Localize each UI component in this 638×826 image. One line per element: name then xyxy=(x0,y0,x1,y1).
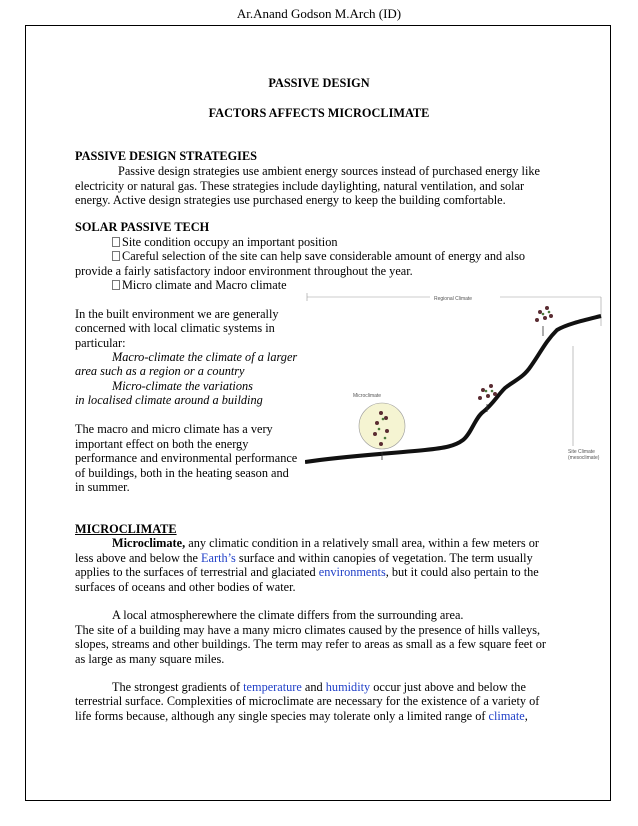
microclimate-p1-line-4: surfaces of oceans and other bodies of water. xyxy=(75,580,296,594)
strategies-line-2: electricity or natural gas. These strategies include daylighting, natural ventilation, and solar xyxy=(75,179,525,193)
built-env-line-1: In the built environment we are generally xyxy=(75,307,279,321)
effect-line-5: in summer. xyxy=(75,480,130,494)
solar-bullet-2-cont: provide a fairly satisfactory indoor environment throughout the year. xyxy=(75,264,413,278)
site-climate-label: Site Climate xyxy=(568,449,595,455)
environments-link[interactable]: environments xyxy=(318,565,386,579)
effect-line-1: The macro and micro climate has a very xyxy=(75,422,273,436)
microclimate-p2-line-3: slopes, streams and other buildings. The term may refer to areas as small as a few square feet or xyxy=(75,637,546,651)
microclimate-heading: MICROCLIMATE xyxy=(75,522,177,536)
solar-bullet-1: Site condition occupy an important position xyxy=(112,235,338,249)
solar-bullet-3: Micro climate and Macro climate xyxy=(112,278,287,292)
checkbox-glyph-icon xyxy=(112,251,120,261)
built-env-line-3: particular: xyxy=(75,336,126,350)
temperature-link[interactable]: temperature xyxy=(243,680,302,694)
microclimate-p1-line-3: applies to the surfaces of terrestrial and glaciated environments, but it could also pertain to the xyxy=(75,565,539,579)
strategies-line-3: energy. Active design strategies use purchased energy to keep the building comfortable. xyxy=(75,193,506,207)
microclimate-p3-line-1: The strongest gradients of temperature and humidity occur just above and below the xyxy=(112,680,526,694)
strategies-heading: PASSIVE DESIGN STRATEGIES xyxy=(75,149,258,163)
microclimate-p1-line-1: Microclimate, any climatic condition in a relatively small area, within a few meters or xyxy=(112,536,539,550)
built-env-line-2: concerned with local climatic systems in xyxy=(75,321,275,335)
microclimate-p1-line-2: less above and below the Earth’s surface and within canopies of vegetation. The term usually xyxy=(75,551,533,565)
microclimate-p2-line-1: A local atmospherewhere the climate differs from the surrounding area. xyxy=(112,608,464,622)
climate-diagram xyxy=(305,286,605,476)
page-title: PASSIVE DESIGN xyxy=(268,76,370,90)
macro-definition-2: area such as a region or a country xyxy=(75,364,245,378)
effect-line-3: performance and environmental performance xyxy=(75,451,298,465)
solar-heading: SOLAR PASSIVE TECH xyxy=(75,220,210,234)
earth-link[interactable]: Earth’s xyxy=(201,551,236,565)
micro-definition-2: in localised climate around a building xyxy=(75,393,263,407)
climate-link[interactable]: climate xyxy=(488,709,525,723)
page-subtitle: FACTORS AFFECTS MICROCLIMATE xyxy=(208,106,430,120)
microclimate-p3-line-2: terrestrial surface. Complexities of microclimate are necessary for the existence of a variety of xyxy=(75,694,540,708)
microclimate-p3-line-3: life forms because, although any single species may tolerate only a limited range of climate, xyxy=(75,709,528,723)
regional-climate-label: Regional Climate xyxy=(434,296,473,302)
page-header: Ar.Anand Godson M.Arch (ID) xyxy=(236,6,402,21)
microclimate-label: Microclimate xyxy=(353,393,382,399)
microclimate-p2-line-2: The site of a building may have a many micro climates caused by the presence of hills valleys, xyxy=(75,623,541,637)
checkbox-glyph-icon xyxy=(112,237,120,247)
effect-line-2: important effect on both the energy xyxy=(75,437,249,451)
strategies-line-1: Passive design strategies use ambient energy sources instead of purchased energy like xyxy=(118,164,540,178)
effect-line-4: of buildings, both in the heating season and xyxy=(75,466,289,480)
checkbox-glyph-icon xyxy=(112,280,120,290)
micro-definition-1: Micro-climate the variations xyxy=(112,379,253,393)
macro-definition-1: Macro-climate the climate of a larger xyxy=(112,350,298,364)
microclimate-p2-line-4: as large as many square miles. xyxy=(75,652,225,666)
mesoclimate-label: (mesoclimate) xyxy=(568,455,600,461)
solar-bullet-2: Careful selection of the site can help save considerable amount of energy and also xyxy=(112,249,525,263)
humidity-link[interactable]: humidity xyxy=(325,680,371,694)
